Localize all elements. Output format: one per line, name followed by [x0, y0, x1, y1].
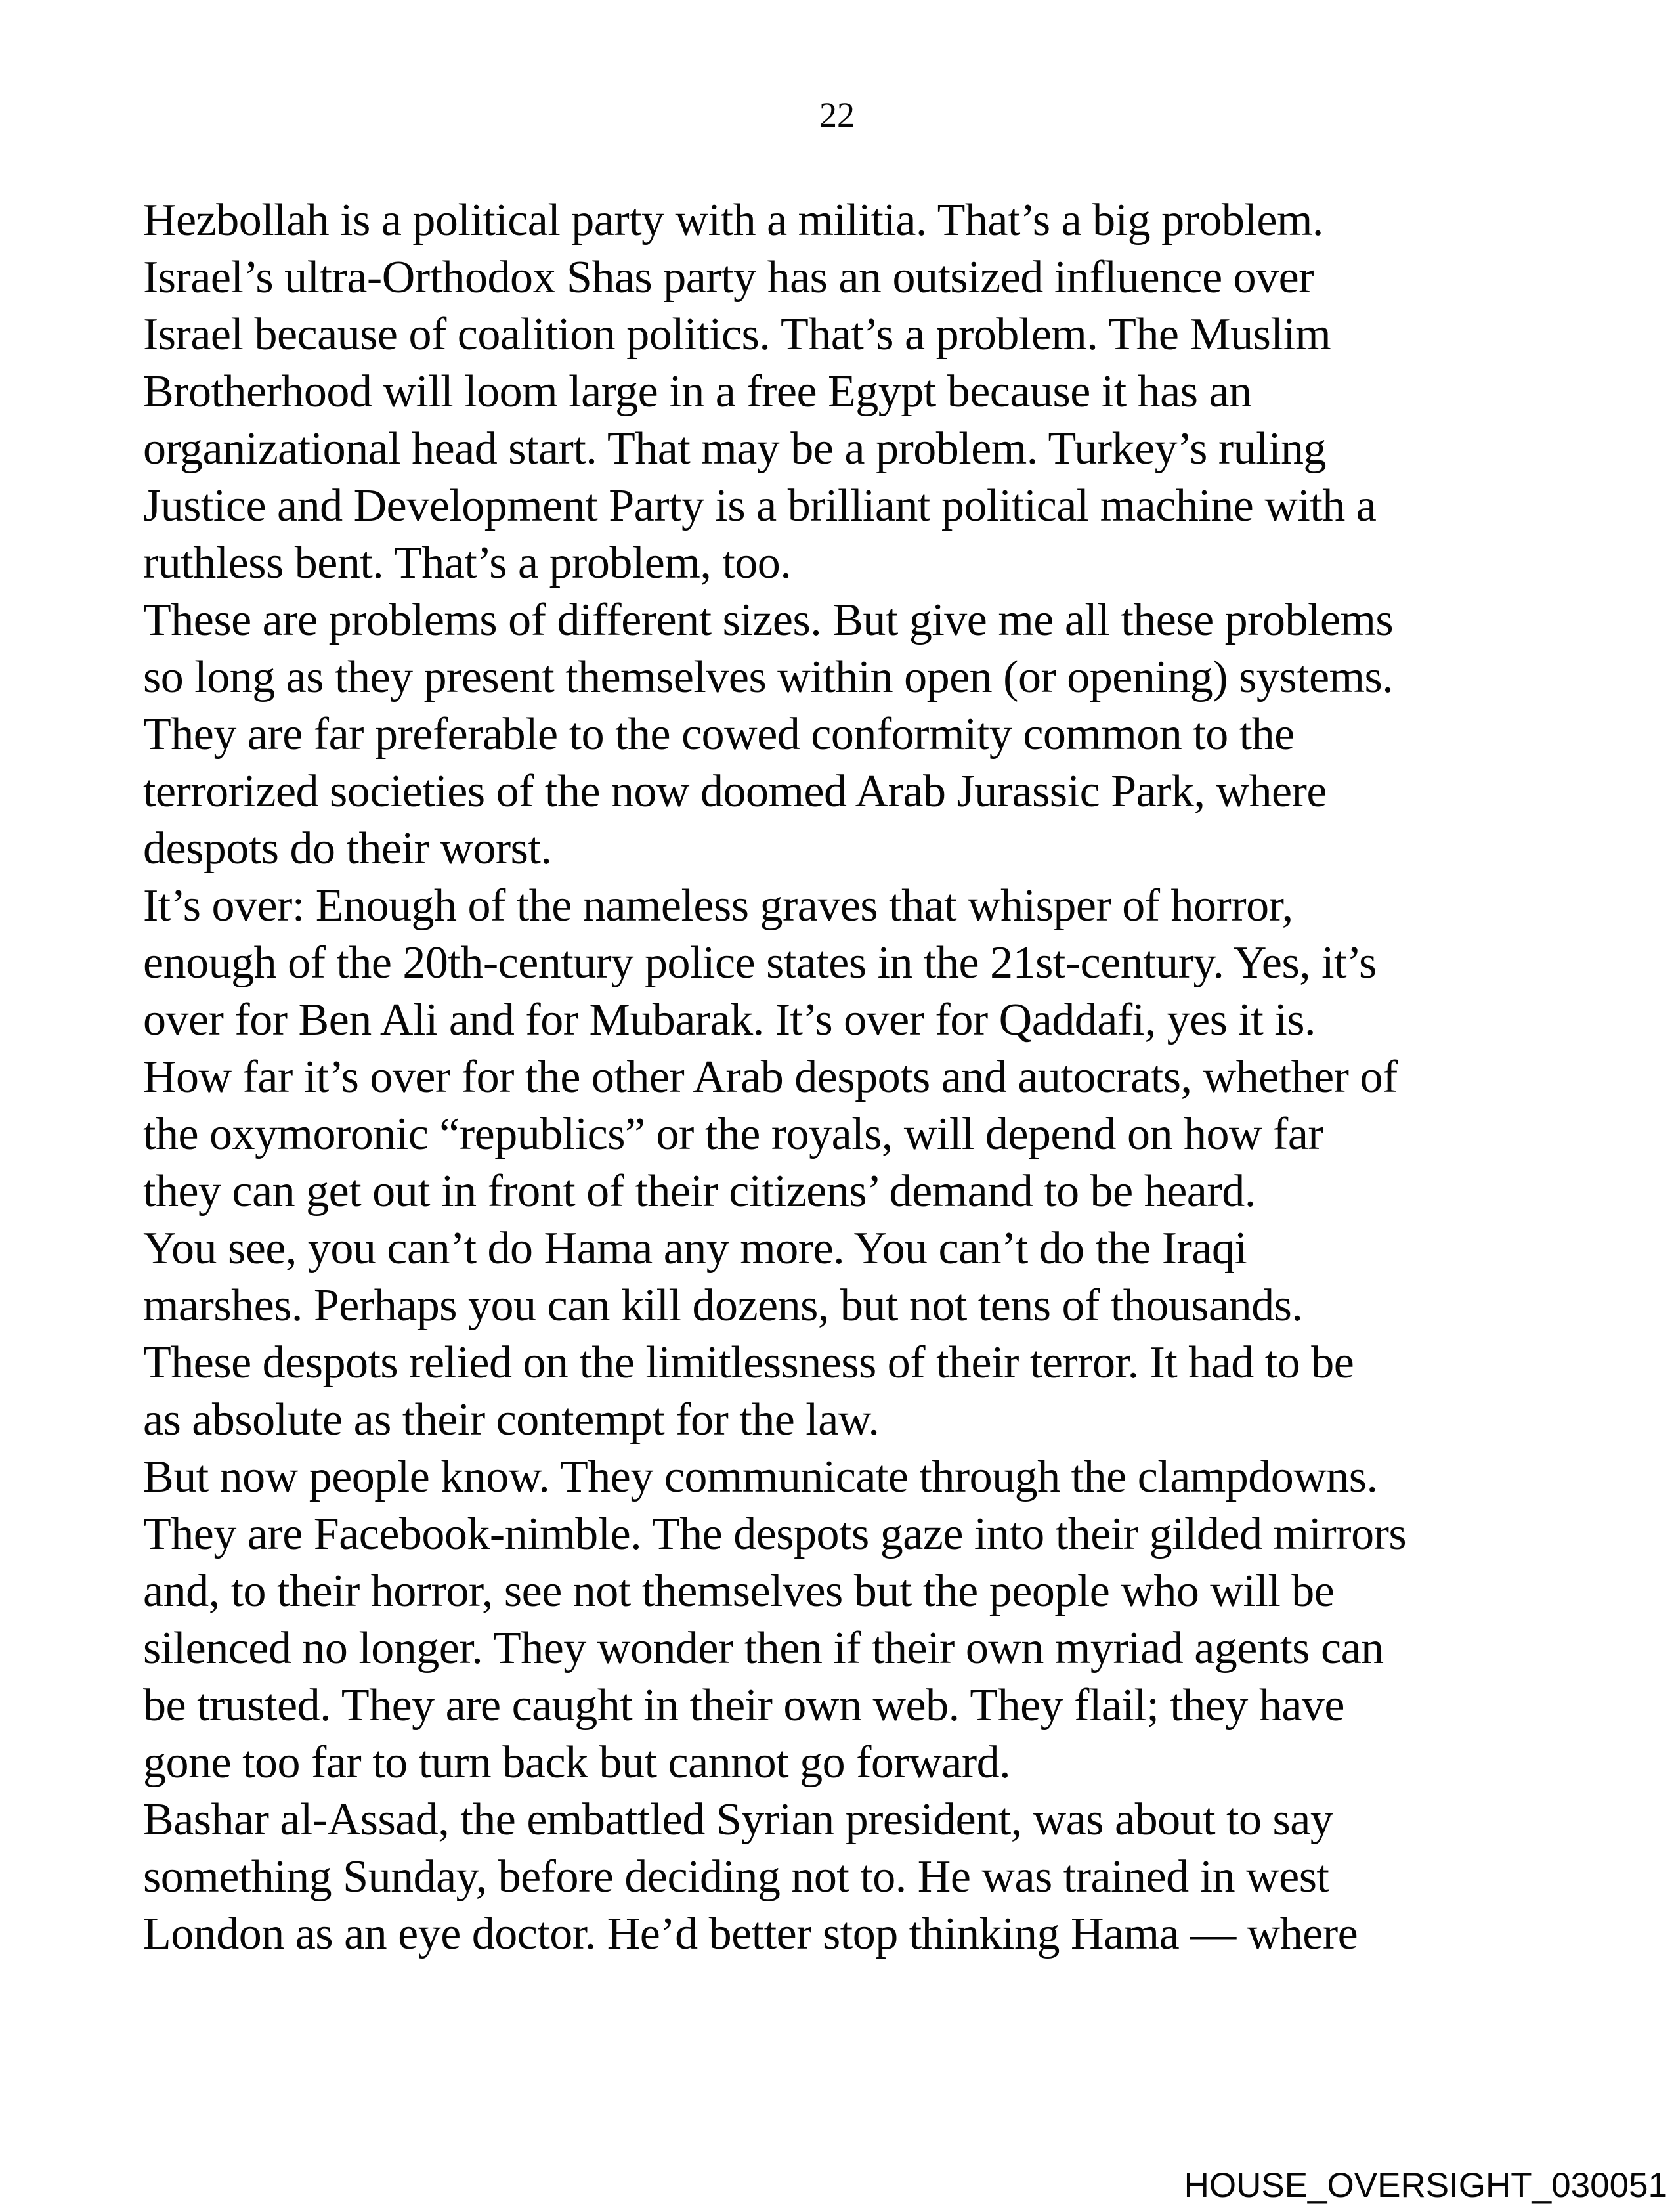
- text-line: It’s over: Enough of the nameless graves that whisper of horror,: [143, 880, 1293, 931]
- text-line: Justice and Development Party is a brilliant political machine with a: [143, 481, 1377, 531]
- text-line: ruthless bent. That’s a problem, too.: [143, 538, 792, 588]
- text-line: organizational head start. That may be a problem. Turkey’s ruling: [143, 423, 1327, 474]
- text-line: be trusted. They are caught in their own web. They flail; they have: [143, 1680, 1344, 1731]
- text-line: silenced no longer. They wonder then if their own myriad agents can: [143, 1623, 1384, 1674]
- text-line: London as an eye doctor. He’d better stop thinking Hama — where: [143, 1909, 1358, 1959]
- text-line: Bashar al-Assad, the embattled Syrian president, was about to say: [143, 1794, 1333, 1845]
- text-line: marshes. Perhaps you can kill dozens, but not tens of thousands.: [143, 1280, 1303, 1331]
- text-line: They are Facebook-nimble. The despots gaze into their gilded mirrors: [143, 1509, 1407, 1559]
- text-line: enough of the 20th-century police states in the 21st-century. Yes, it’s: [143, 938, 1377, 988]
- paragraph-6: [143, 1791, 1614, 1963]
- text-line: Brotherhood will loom large in a free Egypt because it has an: [143, 366, 1252, 417]
- text-line: These despots relied on the limitlessness of their terror. It had to be: [143, 1337, 1354, 1388]
- paragraph-5: [143, 1448, 1614, 1791]
- text-line: they can get out in front of their citizens’ demand to be heard.: [143, 1166, 1256, 1217]
- paragraph-2: [143, 592, 1614, 877]
- text-line: How far it’s over for the other Arab despots and autocrats, whether of: [143, 1052, 1398, 1102]
- text-line: These are problems of different sizes. But give me all these problems: [143, 595, 1394, 645]
- paragraph-4: [143, 1220, 1614, 1448]
- text-line: and, to their horror, see not themselves but the people who will be: [143, 1566, 1335, 1616]
- text-line: Israel because of coalition politics. That’s a problem. The Muslim: [143, 309, 1331, 360]
- text-line: You see, you can’t do Hama any more. You can’t do the Iraqi: [143, 1223, 1247, 1274]
- text-line: so long as they present themselves within open (or opening) systems.: [143, 652, 1394, 703]
- text-line: gone too far to turn back but cannot go forward.: [143, 1737, 1011, 1788]
- text-line: something Sunday, before deciding not to. He was trained in west: [143, 1852, 1329, 1902]
- body-text: [143, 192, 1614, 1963]
- text-line: Israel’s ultra-Orthodox Shas party has an outsized influence over: [143, 252, 1314, 303]
- text-line: But now people know. They communicate through the clampdowns.: [143, 1452, 1378, 1502]
- paragraph-3: [143, 877, 1614, 1220]
- text-line: as absolute as their contempt for the law.: [143, 1395, 880, 1445]
- text-line: over for Ben Ali and for Mubarak. It’s over for Qaddafi, yes it is.: [143, 995, 1316, 1045]
- text-line: Hezbollah is a political party with a militia. That’s a big problem.: [143, 195, 1323, 246]
- page-number: 22: [819, 95, 855, 135]
- paragraph-1: [143, 192, 1614, 592]
- text-line: terrorized societies of the now doomed Arab Jurassic Park, where: [143, 766, 1327, 817]
- text-line: the oxymoronic “republics” or the royals, will depend on how far: [143, 1109, 1323, 1160]
- bates-number: HOUSE_OVERSIGHT_030051: [1184, 2166, 1667, 2205]
- text-line: They are far preferable to the cowed conformity common to the: [143, 709, 1295, 760]
- text-line: despots do their worst.: [143, 823, 552, 874]
